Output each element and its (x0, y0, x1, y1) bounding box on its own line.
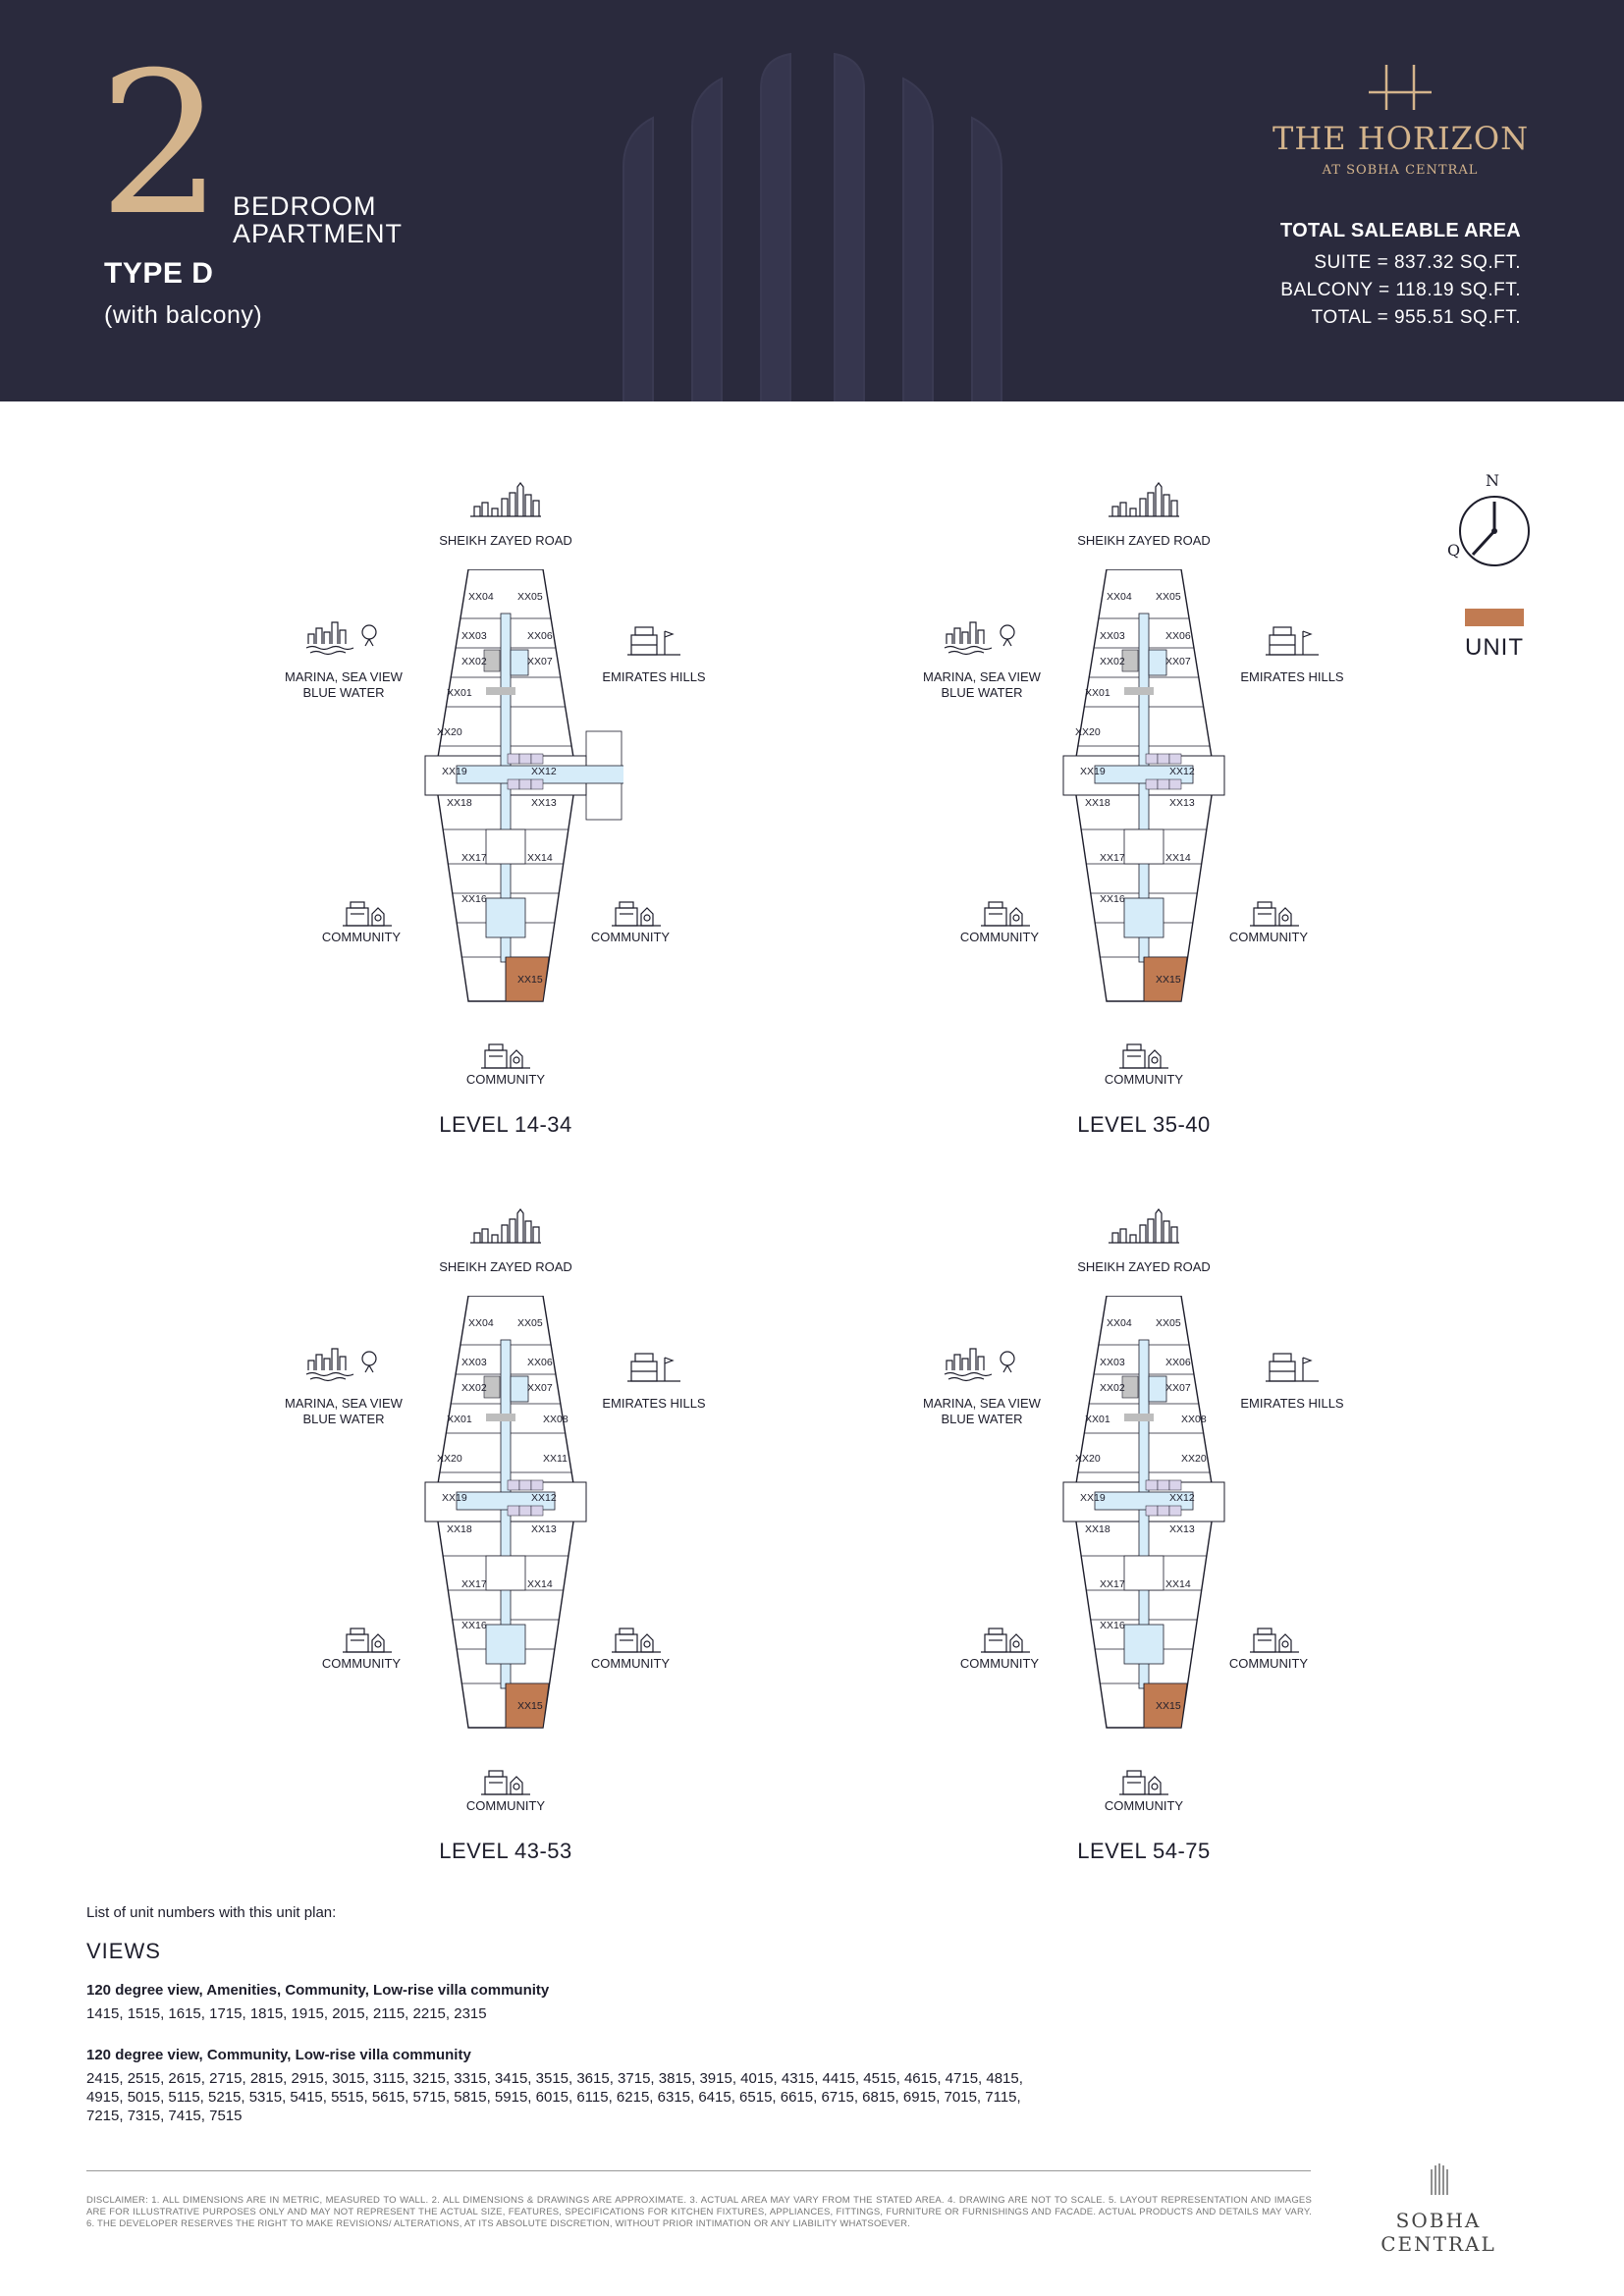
view-label-east: EMIRATES HILLS (602, 669, 706, 684)
unit-label: XX14 (1165, 852, 1191, 864)
view-label-north: SHEIKH ZAYED ROAD (439, 533, 572, 548)
area-balcony: BALCONY = 118.19 SQ.FT. (1280, 280, 1521, 300)
unit-label: XX03 (461, 630, 487, 642)
unit-label: XX08 (1181, 1414, 1207, 1425)
view-label-east: EMIRATES HILLS (1240, 669, 1344, 684)
unit-label: XX12 (531, 1492, 557, 1504)
unit-label: XX16 (461, 1620, 487, 1631)
unit-label: XX05 (517, 1317, 543, 1329)
unit-label: XX03 (1100, 630, 1125, 642)
floor-plan-drawing (1026, 1296, 1262, 1747)
unit-label: XX15 (517, 974, 543, 986)
unit-label: XX07 (527, 1382, 553, 1394)
emirates-hills-icon (1264, 623, 1321, 659)
area-title: TOTAL SALEABLE AREA (1280, 220, 1521, 241)
view-label-east: EMIRATES HILLS (1240, 1396, 1344, 1411)
sobha-tower-mark-icon (1428, 2162, 1451, 2197)
unit-label: XX07 (1165, 656, 1191, 667)
community-icon-bottom (479, 1041, 532, 1072)
unit-label: XX16 (1100, 893, 1125, 905)
community-icon-left (979, 898, 1032, 930)
unit-label: XX19 (442, 766, 467, 777)
view-label-community: COMMUNITY (321, 930, 402, 944)
view-label-north: SHEIKH ZAYED ROAD (1077, 1259, 1211, 1274)
type-note: (with balcony) (104, 301, 263, 329)
unit-label: XX18 (1085, 1523, 1110, 1535)
unit-label: XX14 (1165, 1578, 1191, 1590)
area-suite: SUITE = 837.32 SQ.FT. (1314, 252, 1521, 273)
unit-label: XX18 (1085, 797, 1110, 809)
unit-label: XX04 (1107, 1317, 1132, 1329)
community-icon-bottom (479, 1767, 532, 1798)
unit-label: XX20 (437, 1453, 462, 1465)
unit-label: XX05 (1156, 591, 1181, 603)
plan-level-label: LEVEL 14-34 (439, 1112, 572, 1137)
unit-legend-swatch (1465, 609, 1524, 626)
unit-label: XX20 (1075, 1453, 1101, 1465)
unit-label: XX19 (442, 1492, 467, 1504)
unit-label: XX18 (447, 1523, 472, 1535)
unit-label: XX16 (1100, 1620, 1125, 1631)
unit-label: XX15 (1156, 1700, 1181, 1712)
unit-list-intro: List of unit numbers with this unit plan: (86, 1904, 337, 1921)
unit-label: XX20 (437, 726, 462, 738)
floor-plan-drawing (1026, 569, 1262, 1021)
floor-plan-drawing (388, 1296, 623, 1747)
view-label-community: COMMUNITY (959, 930, 1040, 944)
unit-label: XX03 (1100, 1357, 1125, 1368)
view-label-north: SHEIKH ZAYED ROAD (1077, 533, 1211, 548)
brand-subtitle: AT SOBHA CENTRAL (1322, 163, 1479, 178)
unit-label: XX13 (1169, 797, 1195, 809)
sobha-brand-name: SOBHA CENTRAL (1380, 2209, 1496, 2256)
skyline-icon (468, 481, 543, 520)
view-label-community: COMMUNITY (959, 1656, 1040, 1671)
compass-n-label: N (1486, 471, 1499, 490)
marina-sea-view-icon (943, 1341, 1021, 1384)
unit-label: XX17 (461, 1578, 487, 1590)
community-icon-left (341, 898, 394, 930)
unit-label: XX19 (1080, 766, 1106, 777)
skyline-icon (468, 1207, 543, 1247)
marina-sea-view-icon (304, 614, 383, 658)
unit-legend-label: UNIT (1465, 634, 1524, 661)
unit-label: XX13 (531, 1523, 557, 1535)
unit-label: XX07 (527, 656, 553, 667)
view-label-north: SHEIKH ZAYED ROAD (439, 1259, 572, 1274)
view-label-east: EMIRATES HILLS (602, 1396, 706, 1411)
view-label-community: COMMUNITY (1104, 1072, 1184, 1087)
unit-label: XX12 (531, 766, 557, 777)
community-icon-left (979, 1625, 1032, 1656)
view-label-community: COMMUNITY (590, 1656, 671, 1671)
unit-label: XX18 (447, 797, 472, 809)
area-total: TOTAL = 955.51 SQ.FT. (1311, 307, 1521, 328)
community-icon-bottom (1117, 1041, 1170, 1072)
unit-label: XX14 (527, 852, 553, 864)
view-group-title-2: 120 degree view, Community, Low-rise villa community (86, 2047, 471, 2063)
view-label-community: COMMUNITY (1228, 930, 1309, 944)
unit-label: XX03 (461, 1357, 487, 1368)
view-label-west-line1: MARINA, SEA VIEW (285, 1396, 403, 1411)
unit-label: XX02 (1100, 656, 1125, 667)
unit-label: XX12 (1169, 1492, 1195, 1504)
unit-label: XX05 (1156, 1317, 1181, 1329)
unit-label: XX11 (543, 1453, 568, 1465)
views-title: VIEWS (86, 1939, 161, 1963)
view-group-title-1: 120 degree view, Amenities, Community, Low-rise villa community (86, 1982, 550, 1999)
unit-label: XX13 (531, 797, 557, 809)
tower-arches-graphic (609, 49, 1021, 401)
unit-label: XX06 (527, 1357, 553, 1368)
view-label-west-line2: BLUE WATER (941, 1412, 1023, 1426)
view-label-west-line2: BLUE WATER (302, 1412, 385, 1426)
unit-label: XX04 (1107, 591, 1132, 603)
floor-plan-drawing (388, 569, 623, 1021)
view-label-community: COMMUNITY (465, 1798, 546, 1813)
unit-label: XX16 (461, 893, 487, 905)
unit-label: XX04 (468, 591, 494, 603)
bedroom-count: 2 (98, 30, 224, 259)
marina-sea-view-icon (304, 1341, 383, 1384)
type-title: TYPE D (104, 257, 214, 290)
bedroom-apartment-label (233, 192, 403, 247)
unit-label: XX01 (447, 687, 472, 699)
unit-label: XX17 (461, 852, 487, 864)
unit-label: XX04 (468, 1317, 494, 1329)
skyline-icon (1107, 1207, 1181, 1247)
unit-label: XX06 (1165, 1357, 1191, 1368)
plan-level-label: LEVEL 54-75 (1077, 1839, 1211, 1863)
marina-sea-view-icon (943, 614, 1021, 658)
horizon-h-monogram-icon (1365, 61, 1435, 114)
unit-label: XX17 (1100, 852, 1125, 864)
view-label-community: COMMUNITY (321, 1656, 402, 1671)
unit-label: XX05 (517, 591, 543, 603)
view-label-community: COMMUNITY (1228, 1656, 1309, 1671)
unit-label: XX08 (543, 1414, 568, 1425)
community-icon-bottom (1117, 1767, 1170, 1798)
unit-label: XX02 (461, 656, 487, 667)
bedroom-line1: BEDROOM (233, 191, 377, 221)
disclaimer: DISCLAIMER: 1. ALL DIMENSIONS ARE IN METRIC, MEASURED TO WALL. 2. ALL DIMENSIONS & DRAWINGS ARE APPROXIMATE. 3. ACTUAL AREA MAY VARY FROM THE STATED AREA. 4. DRAWING ARE NOT TO SCALE. 5. LAYOUT REPRESENTATION AND IMAGES ARE FOR ILLUSTRATIVE PURPOSES ONLY AND MAY NOT REPRESENT THE ACTUAL SIZE, FEATURES, SPECIFICATIONS FOR KITCHEN FIXTURES, APPLIANCES, FITTINGS, FURNITURE OR FURNISHINGS AND FACADE. ACTUAL PRODUCTS AND DETAILS MAY VARY. 6. THE DEVELOPER RESERVES THE RIGHT TO MAKE REVISIONS/ ALTERATIONS, AT ITS ABSOLUTE DISCRETION, WITHOUT PRIOR INTIMATION OR ANY LIABILITY WHATSOEVER. (86, 2195, 1312, 2229)
unit-label: XX01 (447, 1414, 472, 1425)
view-label-west-line2: BLUE WATER (302, 685, 385, 700)
brand-name: THE HORIZON (1272, 120, 1530, 157)
bedroom-line2: APARTMENT (233, 219, 404, 248)
footer-divider (86, 2170, 1311, 2171)
view-group-units-1: 1415, 1515, 1615, 1715, 1815, 1915, 2015, 2115, 2215, 2315 (86, 2005, 487, 2022)
emirates-hills-icon (625, 1350, 682, 1385)
emirates-hills-icon (625, 623, 682, 659)
unit-label: XX06 (1165, 630, 1191, 642)
unit-label: XX20 (1181, 1453, 1207, 1465)
view-label-west-line1: MARINA, SEA VIEW (923, 1396, 1041, 1411)
view-label-community: COMMUNITY (590, 930, 671, 944)
unit-label: XX15 (1156, 974, 1181, 986)
unit-label: XX02 (1100, 1382, 1125, 1394)
unit-label: XX15 (517, 1700, 543, 1712)
view-label-community: COMMUNITY (465, 1072, 546, 1087)
view-label-west-line1: MARINA, SEA VIEW (923, 669, 1041, 684)
skyline-icon (1107, 481, 1181, 520)
compass-q-label: Q (1447, 541, 1461, 560)
unit-label: XX06 (527, 630, 553, 642)
unit-label: XX07 (1165, 1382, 1191, 1394)
unit-label: XX17 (1100, 1578, 1125, 1590)
unit-label: XX19 (1080, 1492, 1106, 1504)
unit-label: XX12 (1169, 766, 1195, 777)
view-group-units-2: 2415, 2515, 2615, 2715, 2815, 2915, 3015, 3115, 3215, 3315, 3415, 3515, 3615, 3715, 3815, 3915, 4015, 4315, 4415, 4515, 4615, 4715, 4815, 4915, 5015, 5115, 5215, 5315, 5415, 5515, 5615, 5715, 5815, 5915, 6015, 6115, 6215, 6315, 6415, 6515, 6615, 6715, 6815, 6915, 7015, 7115, 7215, 7315, 7415, 7515 (86, 2070, 1023, 2124)
plan-level-label: LEVEL 35-40 (1077, 1112, 1211, 1137)
unit-label: XX13 (1169, 1523, 1195, 1535)
unit-label: XX20 (1075, 726, 1101, 738)
view-label-west-line2: BLUE WATER (941, 685, 1023, 700)
unit-label: XX01 (1085, 687, 1110, 699)
unit-label: XX14 (527, 1578, 553, 1590)
unit-label: XX01 (1085, 1414, 1110, 1425)
plan-level-label: LEVEL 43-53 (439, 1839, 572, 1863)
view-label-west-line1: MARINA, SEA VIEW (285, 669, 403, 684)
community-icon-left (341, 1625, 394, 1656)
unit-label: XX02 (461, 1382, 487, 1394)
emirates-hills-icon (1264, 1350, 1321, 1385)
compass-icon (1453, 476, 1551, 574)
header-banner (0, 0, 1624, 401)
view-label-community: COMMUNITY (1104, 1798, 1184, 1813)
